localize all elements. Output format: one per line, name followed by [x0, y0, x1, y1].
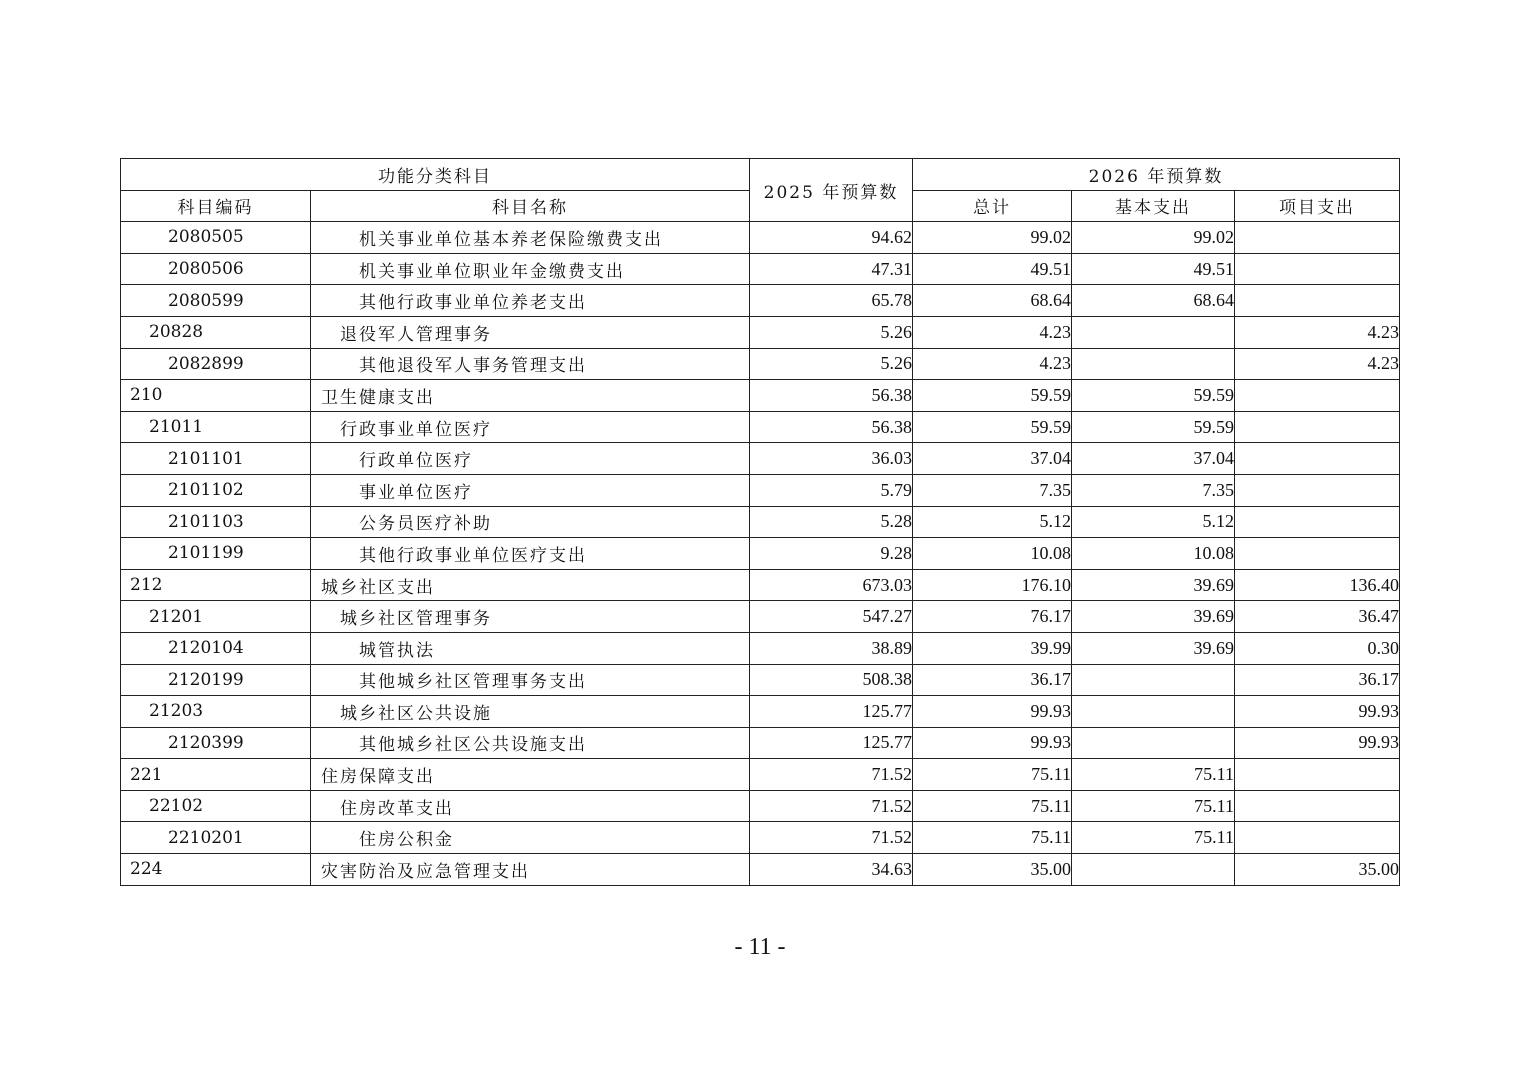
budget-2025-cell: 9.28: [750, 538, 913, 570]
budget-2025-cell: 508.38: [750, 664, 913, 696]
budget-2025-cell: 36.03: [750, 443, 913, 475]
project-expenditure-cell: [1235, 506, 1400, 538]
subject-code-cell: 2101103: [121, 506, 311, 538]
budget-table: [120, 158, 1400, 886]
subject-name-cell: 住房保障支出: [311, 759, 750, 791]
subject-code-cell: 221: [121, 759, 311, 791]
basic-expenditure-cell: 39.69: [1072, 632, 1235, 664]
header-total: 总计: [913, 190, 1072, 222]
table-row: [121, 411, 1400, 443]
subject-code-cell: 21011: [121, 411, 311, 443]
budget-2025-cell: 125.77: [750, 696, 913, 728]
basic-expenditure-cell: [1072, 727, 1235, 759]
basic-expenditure-cell: 37.04: [1072, 443, 1235, 475]
basic-expenditure-cell: 7.35: [1072, 474, 1235, 506]
subject-name-cell: 其他行政事业单位医疗支出: [311, 538, 750, 570]
project-expenditure-cell: [1235, 285, 1400, 317]
subject-name-cell: 城管执法: [311, 632, 750, 664]
table-row: [121, 664, 1400, 696]
subject-name-cell: 事业单位医疗: [311, 474, 750, 506]
header-project-expenditure: 项目支出: [1235, 190, 1400, 222]
subject-name-cell: 行政事业单位医疗: [311, 411, 750, 443]
header-subject-name: 科目名称: [311, 190, 750, 222]
subject-name-cell: 城乡社区支出: [311, 569, 750, 601]
basic-expenditure-cell: 10.08: [1072, 538, 1235, 570]
subject-name-cell: 住房公积金: [311, 822, 750, 854]
header-basic-expenditure: 基本支出: [1072, 190, 1235, 222]
total-cell: 4.23: [913, 316, 1072, 348]
total-cell: 35.00: [913, 854, 1072, 886]
project-expenditure-cell: [1235, 759, 1400, 791]
header-function-category: 功能分类科目: [121, 159, 750, 191]
subject-code-cell: 224: [121, 854, 311, 886]
table-row: [121, 506, 1400, 538]
budget-2025-cell: 38.89: [750, 632, 913, 664]
total-cell: 5.12: [913, 506, 1072, 538]
subject-code-cell: 2101199: [121, 538, 311, 570]
total-cell: 49.51: [913, 253, 1072, 285]
page-number: - 11 -: [734, 934, 786, 960]
subject-code-cell: 2080506: [121, 253, 311, 285]
budget-2025-cell: 94.62: [750, 222, 913, 254]
basic-expenditure-cell: [1072, 348, 1235, 380]
header-subject-code: 科目编码: [121, 190, 311, 222]
total-cell: 4.23: [913, 348, 1072, 380]
table-row: [121, 316, 1400, 348]
subject-code-cell: 2101101: [121, 443, 311, 475]
budget-2025-cell: 673.03: [750, 569, 913, 601]
subject-code-cell: 20828: [121, 316, 311, 348]
budget-2025-cell: 547.27: [750, 601, 913, 633]
basic-expenditure-cell: 75.11: [1072, 759, 1235, 791]
budget-2025-cell: 56.38: [750, 411, 913, 443]
subject-name-cell: 住房改革支出: [311, 790, 750, 822]
project-expenditure-cell: [1235, 411, 1400, 443]
subject-code-cell: 21201: [121, 601, 311, 633]
budget-2025-cell: 34.63: [750, 854, 913, 886]
project-expenditure-cell: 0.30: [1235, 632, 1400, 664]
total-cell: 10.08: [913, 538, 1072, 570]
subject-code-cell: 22102: [121, 790, 311, 822]
subject-name-cell: 城乡社区公共设施: [311, 696, 750, 728]
total-cell: 7.35: [913, 474, 1072, 506]
project-expenditure-cell: 36.17: [1235, 664, 1400, 696]
basic-expenditure-cell: [1072, 696, 1235, 728]
subject-name-cell: 其他行政事业单位养老支出: [311, 285, 750, 317]
budget-2025-cell: 5.26: [750, 348, 913, 380]
table-row: [121, 601, 1400, 633]
table-row: [121, 759, 1400, 791]
table-row: [121, 854, 1400, 886]
subject-name-cell: 机关事业单位职业年金缴费支出: [311, 253, 750, 285]
basic-expenditure-cell: [1072, 664, 1235, 696]
total-cell: 39.99: [913, 632, 1072, 664]
table-row: [121, 569, 1400, 601]
project-expenditure-cell: 36.47: [1235, 601, 1400, 633]
budget-2025-cell: 71.52: [750, 759, 913, 791]
project-expenditure-cell: [1235, 443, 1400, 475]
header-budget-2025: 2025 年预算数: [750, 159, 913, 222]
subject-code-cell: 2080505: [121, 222, 311, 254]
basic-expenditure-cell: 68.64: [1072, 285, 1235, 317]
table-row: [121, 822, 1400, 854]
total-cell: 37.04: [913, 443, 1072, 475]
project-expenditure-cell: 99.93: [1235, 696, 1400, 728]
total-cell: 99.93: [913, 727, 1072, 759]
total-cell: 99.02: [913, 222, 1072, 254]
subject-name-cell: 其他退役军人事务管理支出: [311, 348, 750, 380]
subject-name-cell: 其他城乡社区管理事务支出: [311, 664, 750, 696]
header-budget-2026: 2026 年预算数: [913, 159, 1400, 191]
project-expenditure-cell: [1235, 253, 1400, 285]
project-expenditure-cell: 99.93: [1235, 727, 1400, 759]
basic-expenditure-cell: 75.11: [1072, 822, 1235, 854]
project-expenditure-cell: 4.23: [1235, 316, 1400, 348]
table-row: [121, 696, 1400, 728]
project-expenditure-cell: [1235, 822, 1400, 854]
subject-name-cell: 退役军人管理事务: [311, 316, 750, 348]
table-row: [121, 790, 1400, 822]
total-cell: 99.93: [913, 696, 1072, 728]
total-cell: 59.59: [913, 411, 1072, 443]
project-expenditure-cell: [1235, 222, 1400, 254]
budget-2025-cell: 5.26: [750, 316, 913, 348]
total-cell: 176.10: [913, 569, 1072, 601]
budget-2025-cell: 65.78: [750, 285, 913, 317]
total-cell: 75.11: [913, 790, 1072, 822]
subject-code-cell: 2120399: [121, 727, 311, 759]
subject-code-cell: 210: [121, 380, 311, 412]
subject-name-cell: 其他城乡社区公共设施支出: [311, 727, 750, 759]
basic-expenditure-cell: 5.12: [1072, 506, 1235, 538]
subject-name-cell: 公务员医疗补助: [311, 506, 750, 538]
budget-2025-cell: 71.52: [750, 790, 913, 822]
basic-expenditure-cell: 59.59: [1072, 380, 1235, 412]
project-expenditure-cell: [1235, 380, 1400, 412]
table-row: [121, 474, 1400, 506]
basic-expenditure-cell: 59.59: [1072, 411, 1235, 443]
total-cell: 59.59: [913, 380, 1072, 412]
subject-code-cell: 2082899: [121, 348, 311, 380]
table-body: [121, 222, 1400, 885]
budget-2025-cell: 5.79: [750, 474, 913, 506]
table-row: [121, 222, 1400, 254]
subject-code-cell: 2120199: [121, 664, 311, 696]
basic-expenditure-cell: 49.51: [1072, 253, 1235, 285]
total-cell: 75.11: [913, 759, 1072, 791]
subject-name-cell: 城乡社区管理事务: [311, 601, 750, 633]
subject-code-cell: 212: [121, 569, 311, 601]
total-cell: 75.11: [913, 822, 1072, 854]
basic-expenditure-cell: 99.02: [1072, 222, 1235, 254]
basic-expenditure-cell: [1072, 854, 1235, 886]
project-expenditure-cell: [1235, 790, 1400, 822]
table-row: [121, 348, 1400, 380]
budget-2025-cell: 71.52: [750, 822, 913, 854]
basic-expenditure-cell: 75.11: [1072, 790, 1235, 822]
total-cell: 36.17: [913, 664, 1072, 696]
project-expenditure-cell: [1235, 474, 1400, 506]
subject-name-cell: 卫生健康支出: [311, 380, 750, 412]
project-expenditure-cell: [1235, 538, 1400, 570]
subject-name-cell: 机关事业单位基本养老保险缴费支出: [311, 222, 750, 254]
subject-code-cell: 2120104: [121, 632, 311, 664]
table-row: [121, 632, 1400, 664]
table-row: [121, 538, 1400, 570]
project-expenditure-cell: 136.40: [1235, 569, 1400, 601]
basic-expenditure-cell: 39.69: [1072, 569, 1235, 601]
table-row: [121, 727, 1400, 759]
project-expenditure-cell: 35.00: [1235, 854, 1400, 886]
table-row: [121, 285, 1400, 317]
subject-code-cell: 2101102: [121, 474, 311, 506]
budget-2025-cell: 5.28: [750, 506, 913, 538]
table-row: [121, 443, 1400, 475]
budget-2025-cell: 56.38: [750, 380, 913, 412]
subject-name-cell: 行政单位医疗: [311, 443, 750, 475]
subject-code-cell: 2080599: [121, 285, 311, 317]
table-row: [121, 380, 1400, 412]
subject-name-cell: 灾害防治及应急管理支出: [311, 854, 750, 886]
basic-expenditure-cell: [1072, 316, 1235, 348]
total-cell: 68.64: [913, 285, 1072, 317]
subject-code-cell: 2210201: [121, 822, 311, 854]
total-cell: 76.17: [913, 601, 1072, 633]
budget-2025-cell: 47.31: [750, 253, 913, 285]
project-expenditure-cell: 4.23: [1235, 348, 1400, 380]
table-row: [121, 253, 1400, 285]
basic-expenditure-cell: 39.69: [1072, 601, 1235, 633]
subject-code-cell: 21203: [121, 696, 311, 728]
budget-2025-cell: 125.77: [750, 727, 913, 759]
